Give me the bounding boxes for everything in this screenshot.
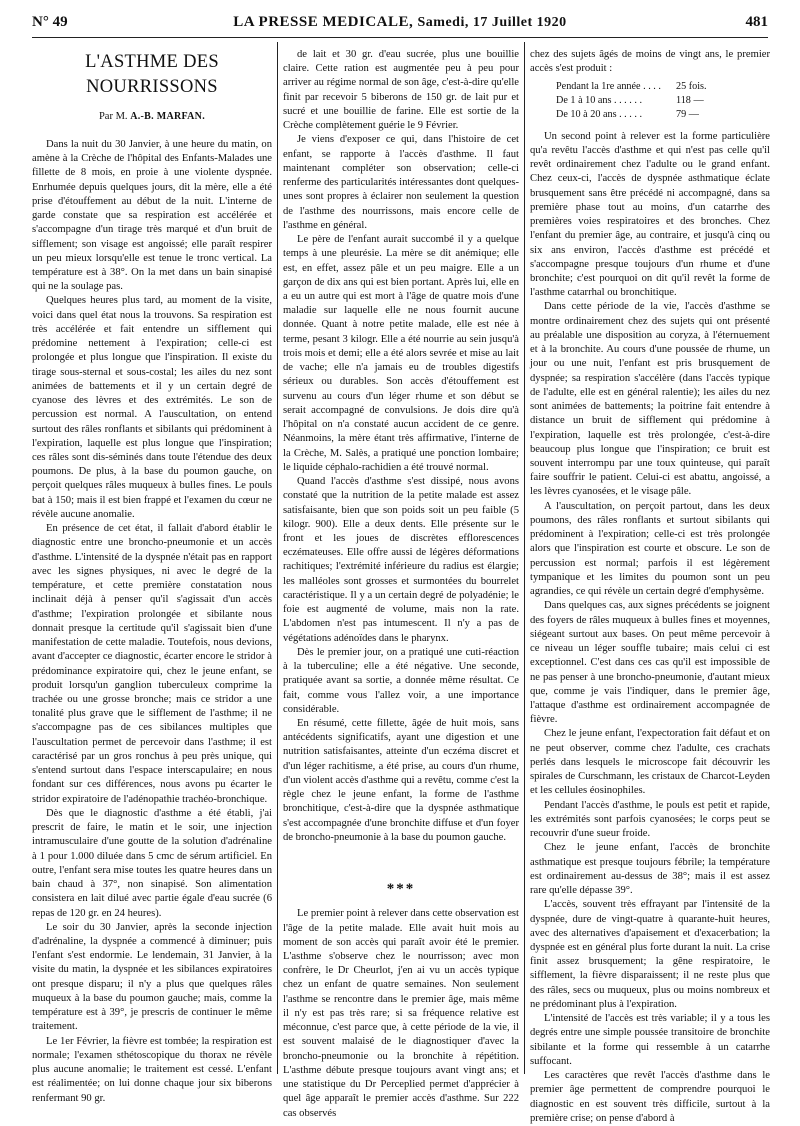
column-2 <box>283 48 519 1119</box>
column-divider <box>524 42 525 1074</box>
issue-date: Samedi, 17 Juillet 1920 <box>417 15 567 30</box>
column-1 <box>32 48 272 1104</box>
paragraph: Quand l'accès d'asthme s'est dissipé, nous avons constaté que la nutrition de la petite malade est assez satisfaisante, bien que son poids soit un peu faible (5 kilogr. 900). Elle a deux dents. Elle présente sur le front et les joues de discrètes efflorescences eczémateuses. Elle offre aussi de légères déformations rachitiques; l'extrémité inférieure du radius est élargie; les malléoles sont grosses et surmontées du bourrelet caractéristique. Il y a un certain degré de polyadénie; le foie est augmenté de volume, mais non la rate. L'abdomen n'est pas intumescent. Il n'y a pas de végétations adénoïdes dans le pharynx. <box>283 476 519 644</box>
paragraph: Les caractères que revêt l'accès d'asthme dans le premier âge permettent de comprendre pourquoi le diagnostic en est souvent très difficile, surtout à la première crise; on pense d'abord à <box>530 1070 770 1124</box>
page-header <box>28 12 772 34</box>
stat-label: De 10 à 20 ans . . . . . <box>556 108 643 120</box>
paragraph: Chez le jeune enfant, l'accès de bronchite asthmatique est presque toujours fébrile; la température est ordinairement au-dessus de 38°; mais il est assez rare qu'elle dépasse 39°. <box>530 842 770 897</box>
paragraph: chez des sujets âgés de moins de vingt ans, le premier accès s'est produit : <box>530 49 770 75</box>
spacer <box>283 845 519 871</box>
page-number: 481 <box>745 14 768 30</box>
paragraph: Dans cette période de la vie, l'accès d'asthme se montre ordinairement chez des sujets qui ont présenté au préalable une disposition au coryza, à l'éternuement et à la bronchite. Au cours d'une poussée de rhume, un jour ou une nuit, l'enfant est pris brusquement de dyspnée; sa respiration s'accélère (dans l'accès typique de l'adulte, elle est en général ralentie); les ailes du nez sont animées de battements; la poitrine fait entendre à distance un bruit de sifflement qui prédomine à l'expiration, laquelle est très prolongée, c'est-à-dire beaucoup plus longue que l'inspiration; ce bruit est souvent interrompu par une toux quinteuse, qui paraît faire souffrir le patient. Celui-ci est abattu, angoissé, a les lèvres cyanosées, et le visage pâle. <box>530 301 770 498</box>
stat-label: De 1 à 10 ans . . . . . . <box>556 95 643 107</box>
journal-title <box>28 14 772 31</box>
paragraph: Dans la nuit du 30 Janvier, à une heure du matin, on amène à la Crèche de l'hôpital des Enfants-Malades une fillette de 8 mois, en proie à une violente dyspnée. Enrhumée depuis quelques jours, dit la mère, elle a été prise d'étouffement au début de la nuit. L'interne de garde constate que sa respiration est accélérée et s'accompagne d'un tirage très marqué et d'un bruit de sifflement; son visage est angoissé; elle paraît respirer un peu mieux lorsqu'elle est tenue le tronc vertical. La température est à 38°. On la met dans un bain sinapisé qui ne la soulage pas. <box>32 138 272 293</box>
paragraph: En résumé, cette fillette, âgée de huit mois, sans antécédents significatifs, ayant une digestion et une nutrition satisfaisantes, atteinte d'un eczéma discret et d'un léger rachitisme, a été prise, au cours d'un rhume, d'un violent accès d'asthme qui a revêtu, comme c'est la règle chez le jeune enfant, la forme de l'asthme bronchitique, c'est-à-dire que la dyspnée asthmatique s'est accompagnée d'une bronchite diffuse et d'un foyer de broncho-pneumonie à la base du poumon gauche. <box>283 718 519 843</box>
paragraph: L'accès, souvent très effrayant par l'intensité de la dyspnée, dure de vingt-quatre à quarante-huit heures, avec des alternatives d'apaisement et d'exacerbation; la dyspnée est en général plus forte durant la nuit. La crise finit assez brusquement; la gêne respiratoire, le sifflement, la fièvre disparaissent; il ne reste plus que des râles, secs ou muqueux, plus ou moins nombreux et ne prédominant plus à l'expiration. <box>530 899 770 1010</box>
stat-row <box>556 94 770 108</box>
journal-name: LA PRESSE MEDICALE, <box>233 14 418 30</box>
column-3 <box>530 48 770 1124</box>
paragraph: Dès le premier jour, on a pratiqué une cuti-réaction à la tuberculine; elle a été négative. Une seconde, pratiquée avant sa sortie, a donnée même résultat. Ce fait, comme vous l'allez voir, a une importance considérable. <box>283 646 519 715</box>
paragraph: Pendant l'accès d'asthme, le pouls est petit et rapide, les extrémités sont parfois cyanosées; le corps peut se recouvrir d'une sueur froide. <box>530 799 770 840</box>
paragraph: Le premier point à relever dans cette observation est l'âge de la petite malade. Elle avait huit mois au moment de son accès qui paraît avoir été le premier. L'asthme s'observe chez le nourrisson; avec mon confrère, le Dr Cheurlot, j'en ai vu un accès typique chez un enfant de quatre semaines. Non seulement l'asthme se rencontre dans le premier âge, mais même il n'y est pas très rare; si sa fréquence relative est méconnue, c'est parce que, à cette période de la vie, il est souvent malaisé de le diagnostiquer d'avec la broncho-pneumonie ou la bronchite à répétition. L'asthme débute presque toujours avant vingt ans; et une statistique du Dr Perceplied permet d'apprécier à quel âge apparaît le premier accès d'asthme. Sur 222 cas observés <box>283 908 519 1119</box>
stat-value: 118 — <box>676 95 704 107</box>
stat-value: 79 — <box>676 108 699 120</box>
paragraph: Dans quelques cas, aux signes précédents se joignent des foyers de râles muqueux à bulles fines et moyennes, siégeant surtout aux bases. On peut même percevoir à ce niveau un léger souffle tubaire; mais celui ci est exceptionnel. C'est dans ces cas qu'il est impossible de ne pas penser à une broncho-pneumonie, d'autant mieux que, comme je vais l'indiquer, dans le premier âge, l'attaque d'asthme est ordinairement accompagnée de fièvre. <box>530 600 770 726</box>
author-name: A.-B. MARFAN. <box>130 110 206 122</box>
paragraph: A l'auscultation, on perçoit partout, dans les deux poumons, des râles ronflants et surtout sibilants qui prédominent à l'expiration; celle-ci est très prolongée alors que l'inspiration est courte et obscure. Le son de percussion est normal; parfois il est légèrement tympanique et les limites du poumon sont un peu agrandies, ce qui révèle un certain degré d'emphysème. <box>530 500 770 598</box>
paragraph: Chez le jeune enfant, l'expectoration fait défaut et on ne peut observer, comme chez l'adulte, ces crachats perlés dans lesquels le microscope fait découvrir les spirales de Curschmann, les cristaux de Charcot-Leyden et les cellules éosinophiles. <box>530 728 770 797</box>
paragraph: de lait et 30 gr. d'eau sucrée, plus une bouillie claire. Cette ration est augmentée peu à peu pour arriver au régime normal de son âge, c'est-à-dire qu'elle finit par recevoir 5 biberons de 150 gr. de lait pur et sucré et une bouillie de farine. Elle est sortie de la Crèche complètement guérie le 9 Février. <box>283 49 519 132</box>
paragraph: Quelques heures plus tard, au moment de la visite, voici dans quel état nous la trouvons. Sa respiration est très accélérée et fait entendre un sifflement qui prédomine nettement à l'expiration; celle-ci est prolongée et plus longue que l'inspiration. Il existe du tirage sous-sternal et sous-costal; les ailes du nez sont animées de battements et il y un certain degré de cyanose des lèvres et des extrémités. Le son de percussion est normal. A l'auscultation, on entend surtout des râles ronflants et sibilants qui prédominent à l'expiration, laquelle est plus longue que l'inspiration; ces râles sont dis-séminés dans toute l'étendue des deux poumons. De plus, à la base du poumon gauche, on perçoit quelques râles muqueux à bulles fines. Le pouls bat à 150; mais il est bien frappé et l'examen du cœur ne révèle aucune anomalie. <box>32 295 272 520</box>
paragraph: Le soir du 30 Janvier, après la seconde injection d'adrénaline, la dyspnée a commencé à diminuer; puis l'enfant s'est endormie. Le lendemain, 31 Janvier, à la visite du matin, la dyspnée et les sibilances expiratoires ont presque disparu; il n'y a plus que quelques râles muqueux à la base du poumon gauche; mais, comme la température est à 39°, je prescris de continuer le même traitement. <box>32 921 272 1033</box>
stat-value: 25 fois. <box>676 81 707 93</box>
stat-row <box>556 80 770 94</box>
byline <box>32 110 272 124</box>
issue-number: N° 49 <box>32 14 68 30</box>
paragraph: En présence de cet état, il fallait d'abord établir le diagnostic entre une broncho-pneumonie et un accès d'asthme. L'intensité de la dyspnée n'était pas en rapport avec les signes physiques, ni avec le degré de la température, et cette première constatation nous inclinait déjà à penser qu'il s'agissait d'un accès d'asthme; l'expiration prolongée et sibilante nous donnait presque la certitude qu'il s'agissait bien d'une manifestation de cette maladie. Toutefois, nous devions, avant d'accepter ce diagnostic, écarter encore le stridor à prédominance expiratoire qui, chez le jeune enfant, se produit lorsqu'un ganglion tuberculeux comprime la trachée ou une grosse bronche; mais ce stridor a une tonalité plus grave que le sifflement de l'asthme; il ne s'accompagne pas de ces sibilances multiples que l'auscultation permet de percevoir dans l'asthme; il est caractérisé par un gros ronchus à peu près unique, qui s'entend surtout dans l'espace interscapulaire; en nous fondant sur ces différences, nous avons pu écarter le stridor expiratoire de l'adénopathie trachéo-bronchique. <box>32 523 272 805</box>
stat-label: Pendant la 1re année . . . . <box>556 81 661 93</box>
stat-row <box>556 108 770 122</box>
column-divider <box>277 42 278 1074</box>
article-title: L'ASTHME DES NOURRISSONS <box>85 52 219 97</box>
paragraph: L'intensité de l'accès est très variable; il y a tous les degrés entre une simple poussée transitoire de bronchite sibilante et la forme qui ressemble à un catarrhe suffocant. <box>530 1013 770 1067</box>
paragraph: Le 1er Février, la fièvre est tombée; la respiration est normale; l'examen sthétoscopique du thorax ne révèle plus aucune anomalie; le traitement est cessé. L'enfant est réalimentée; on lui donne chaque jour six biberons renfermant 90 gr. <box>32 1035 272 1104</box>
age-statistics-table <box>556 80 770 121</box>
byline-prefix: Par M. <box>98 110 131 122</box>
section-separator: *** <box>386 881 416 898</box>
header-rule <box>32 37 768 38</box>
paragraph: Un second point à relever est la forme particulière qu'a revêtu l'accès d'asthme et qui n'est pas celle qu'il revêt ordinairement chez l'adulte ou le grand enfant. Chez ceux-ci, l'accès de dyspnée asthmatique éclate brusquement sans être précédé ni accompagné, dans sa première phase tout au moins, d'un catarrhe des premières voies respiratoires et des bronches. Chez l'enfant du premier âge, au contraire, et jusqu'à cinq ou six ans environ, l'accès d'asthme est précédé et s'accompagne presque toujours d'un rhume et d'une bronchite; c'est pourquoi on dit qu'il revêt la forme de l'asthme catarrhal ou bronchitique. <box>530 130 770 299</box>
paragraph: Le père de l'enfant aurait succombé il y a quelque temps à une pleurésie. La mère se dit anémique; elle est, en effet, assez pâle et un peu maigre. Elle a un garçon de dix ans qui est bien portant. Après lui, elle en a eu un autre qui est mort à l'âge de quatre mois d'une maladie sur laquelle elle ne nous fournit aucune donnée. Quant à notre petite malade, elle est née à terme, pesant 3 kilogr. Elle a été nourrie au sein jusqu'à trois mois et demi; elle a été alors sevrée et mise au lait de vache; elle n'a jamais eu de troubles digestifs sérieux ou durables. Son accès d'étouffement est survenu au cours d'un léger rhume et son début se serait accompagné de convulsions. Je dois dire qu'à l'hôpital on n'a constaté aucun accident de ce genre. Néanmoins, la mère étant très affirmative, l'interne de la Crèche, M. Salès, a pratiqué une ponction lombaire; le liquide céphalo-rachidien a été trouvé normal. <box>283 234 519 473</box>
paragraph: Dès que le diagnostic d'asthme a été établi, j'ai prescrit de faire, le matin et le soir, une injection intramusculaire d'une goutte de la solution d'adrénaline à 1 pour 1.000 diluée dans 5 cmc de sérum artificiel. En outre, l'enfant sera mise toutes les quatre heures dans un bain chaud à 37°, non sinapisé. Son alimentation consistera en lait dilué avec partie égale d'eau sucrée (6 repas de 120 gr. en 24 heures). <box>32 807 272 919</box>
paragraph: Je viens d'exposer ce qui, dans l'histoire de cet enfant, se rapporte à l'accès d'asthme. Il faut maintenant compléter son observation; celle-ci renferme des particularités intéressantes dont quelques-unes sont propres à éclairer non seulement la question de l'asthme des nourrissons, mais encore celle de l'asthme en général. <box>283 134 519 231</box>
